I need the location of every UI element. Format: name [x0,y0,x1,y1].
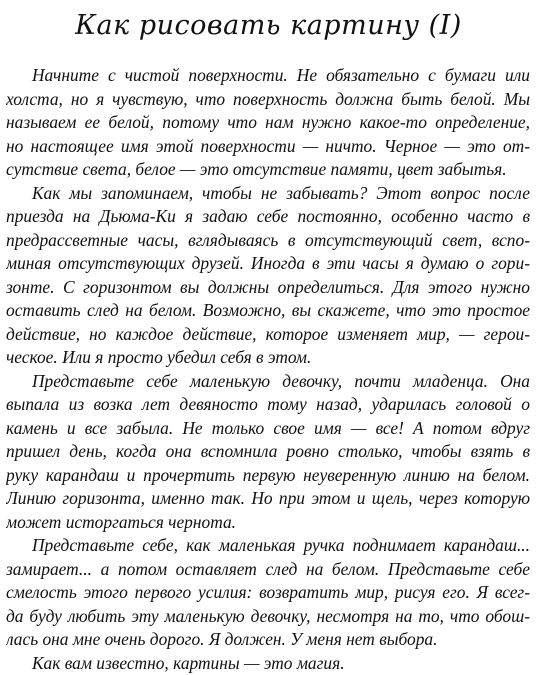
text-line: ческое. Или я просто убедил себя в этом. [6,346,530,370]
paragraph-3 [6,370,530,535]
text-line: сутствие света, белое — это отсутствие памяти, цвет забытья. [6,158,530,182]
text-line: Линию горизонта, именно так. Но при этом и щель, через которую [6,487,530,511]
text-line: Как вам известно, картины — это магия. [6,652,530,675]
text-line: Как мы запоминаем, чтобы не забывать? Этот вопрос после [6,182,530,206]
paragraph-4 [6,534,530,652]
text-line: Начните с чистой поверхности. Не обязательно с бумаги или [6,64,530,88]
text-line: Представьте себе, как маленькая ручка поднимает карандаш... [6,534,530,558]
text-line: может исторгаться чернота. [6,511,530,535]
text-line: Представьте себе маленькую девочку, почти младенца. Она [6,370,530,394]
text-line: да буду любить эту маленькую девочку, несмотря на то, что обош- [6,605,530,629]
chapter-title: Как рисовать картину (I) [0,6,537,46]
text-line: предрассветные часы, вглядываясь в отсутствующий свет, вспо- [6,229,530,253]
text-line: оставить след на белом. Возможно, вы скажете, что это простое [6,299,530,323]
text-line: миная отсутствующих друзей. Иногда в эти часы я думаю о гори- [6,252,530,276]
text-line: приезда на Дьюма-Ки я задаю себе постоянно, особенно часто в [6,205,530,229]
paragraph-1 [6,64,530,182]
text-line: но настоящее имя этой поверхности — ничто. Черное — это от- [6,135,530,159]
paragraph-2 [6,182,530,370]
paragraph-5 [6,652,530,675]
text-line: камень и все забыла. Не только свое имя — все! А потом вдруг [6,417,530,441]
text-line: зонте. С горизонтом вы должны определиться. Для этого нужно [6,276,530,300]
text-line: действие, но каждое действие, которое изменяет мир, — герои- [6,323,530,347]
text-line: пришел день, когда она вспомнила ровно столько, чтобы взять в [6,440,530,464]
text-line: руку карандаш и прочертить первую неуверенную линию на белом. [6,464,530,488]
text-line: замирает... а потом оставляет след на белом. Представьте себе [6,558,530,582]
text-line: называем ее белой, потому что нам нужно какое-то определение, [6,111,530,135]
text-line: выпала из возка лет девяносто тому назад, ударилась головой о [6,393,530,417]
chapter-body [6,64,530,675]
text-line: смелость этого первого усилия: возвратить мир, рисуя его. Я всег- [6,581,530,605]
text-line: лась она мне очень дорого. Я должен. У меня нет выбора. [6,628,530,652]
text-line: холста, но я чувствую, что поверхность должна быть белой. Мы [6,88,530,112]
